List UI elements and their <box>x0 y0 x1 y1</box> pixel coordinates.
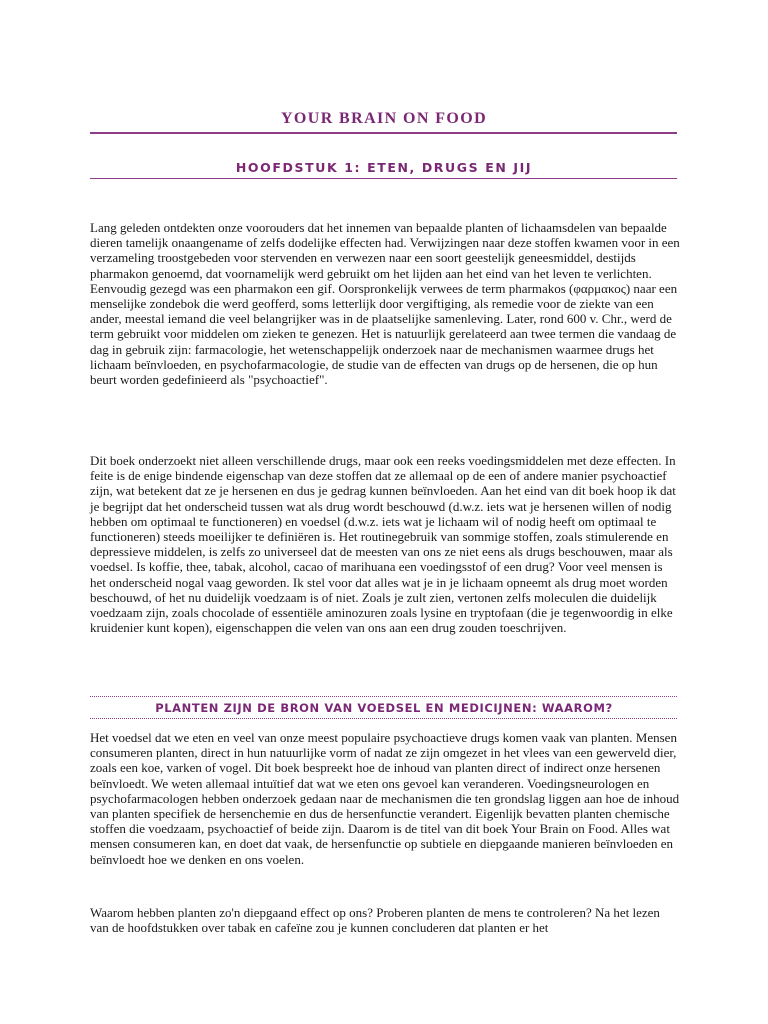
paragraph-3: Het voedsel dat we eten en veel van onze meest populaire psychoactieve drugs komen vaak van planten. Mensen consumeren planten, direct in hun natuurlijke vorm of nadat ze zijn omgezet in het vlees van een gewerveld dier, zoals een koe, varken of vogel. Dit boek bespreekt hoe de inhoud van planten direct of indirect onze hersenen beïnvloedt. We weten allemaal intuïtief dat wat we eten ons gevoel kan veranderen. Voedingsneurologen en psychofarmacologen hebben onderzoek gedaan naar de mechanismen die ten grondslag liggen aan hoe de inhoud van planten specifiek de hersenchemie en dus de hersenfunctie verandert. Eigenlijk bevatten planten chemische stoffen die voedzaam, psychoactief of beide zijn. Daarom is de titel van dit boek Your Brain on Food. Alles wat mensen consumeren kan, en doet dat vaak, de hersenfunctie op subtiele en diepgaande manieren beïnvloeden en beïnvloedt hoe we denken en ons voelen. <box>90 730 680 867</box>
section-divider-bottom <box>90 718 677 719</box>
book-title: YOUR BRAIN ON FOOD <box>280 110 488 127</box>
paragraph-2: Dit boek onderzoekt niet alleen verschillende drugs, maar ook een reeks voedingsmiddelen met deze effecten. In feite is de enige bindende eigenschap van deze stoffen dat ze allemaal op de een of andere manier psychoactief zijn, wat betekent dat ze je hersenen en dus je gedrag kunnen beïnvloeden. Aan het eind van dit boek hoop ik dat je begrijpt dat het onderscheid tussen wat als drug wordt beschouwd (d.w.z. iets wat je hersenen willen of nodig hebben om optimaal te functioneren) en voedsel (d.w.z. iets wat je lichaam wil of nodig heeft om optimaal te functioneren) steeds moeilijker te definiëren is. Het routinegebruik van sommige stoffen, zoals stimulerende en depressieve middelen, is zelfs zo universeel dat de meesten van ons ze niet eens als drugs beschouwen, maar als voedsel. Is koffie, thee, tabak, alcohol, cacao of marihuana een voedingsstof of een drug? Voor veel mensen is het onderscheid nogal vaag geworden. Ik stel voor dat alles wat je in je lichaam opneemt als drug moet worden beschouwd, of het nu duidelijk voedzaam is of niet. Zoals je zult zien, vertonen zelfs moleculen die duidelijk voedzaam zijn, zoals chocolade of essentiële aminozuren zoals lysine en tryptofaan (die je tegenwoordig in elke kruidenier kunt kopen), eigenschappen die velen van ons aan een drug zouden toeschrijven. <box>90 453 676 636</box>
chapter-divider <box>90 178 677 179</box>
chapter-title: HOOFDSTUK 1: ETEN, DRUGS EN JIJ <box>235 160 533 175</box>
title-divider <box>90 132 677 134</box>
paragraph-1: Lang geleden ontdekten onze voorouders dat het innemen van bepaalde planten of lichaamsdelen van bepaalde dieren tamelijk onaangename of zelfs dodelijke effecten had. Verwijzingen naar deze stoffen kwamen voor in een verzameling troostgebeden voor stervenden en verwezen naar een soort geestelijk geneesmiddel, destijds pharmakon genoemd, dat voornamelijk werd gebruikt om het lijden aan het eind van het leven te verlichten. Eenvoudig gezegd was een pharmakon een gif. Oorspronkelijk verwees de term pharmakos (φαρμακος) naar een menselijke zondebok die werd geofferd, soms letterlijk door vergiftiging, als remedie voor de ziekte van een ander, meestal iemand die veel belangrijker was in de plaatselijke samenleving. Later, rond 600 v. Chr., werd de term gebruikt voor middelen om zieken te genezen. Het is natuurlijk gerelateerd aan twee termen die vandaag de dag in gebruik zijn: farmacologie, het wetenschappelijk onderzoek naar de mechanismen waarmee drugs het lichaam beïnvloeden, en psychofarmacologie, de studie van de effecten van drugs op de hersenen, die op hun beurt worden gedefinieerd als "psychoactief". <box>90 220 680 388</box>
section-title: PLANTEN ZIJN DE BRON VAN VOEDSEL EN MEDICIJNEN: WAAROM? <box>155 701 613 715</box>
section-divider-top <box>90 696 677 697</box>
paragraph-4: Waarom hebben planten zo'n diepgaand effect op ons? Proberen planten de mens te controleren? Na het lezen van de hoofdstukken over tabak en cafeïne zou je kunnen concluderen dat planten er het <box>90 905 660 936</box>
